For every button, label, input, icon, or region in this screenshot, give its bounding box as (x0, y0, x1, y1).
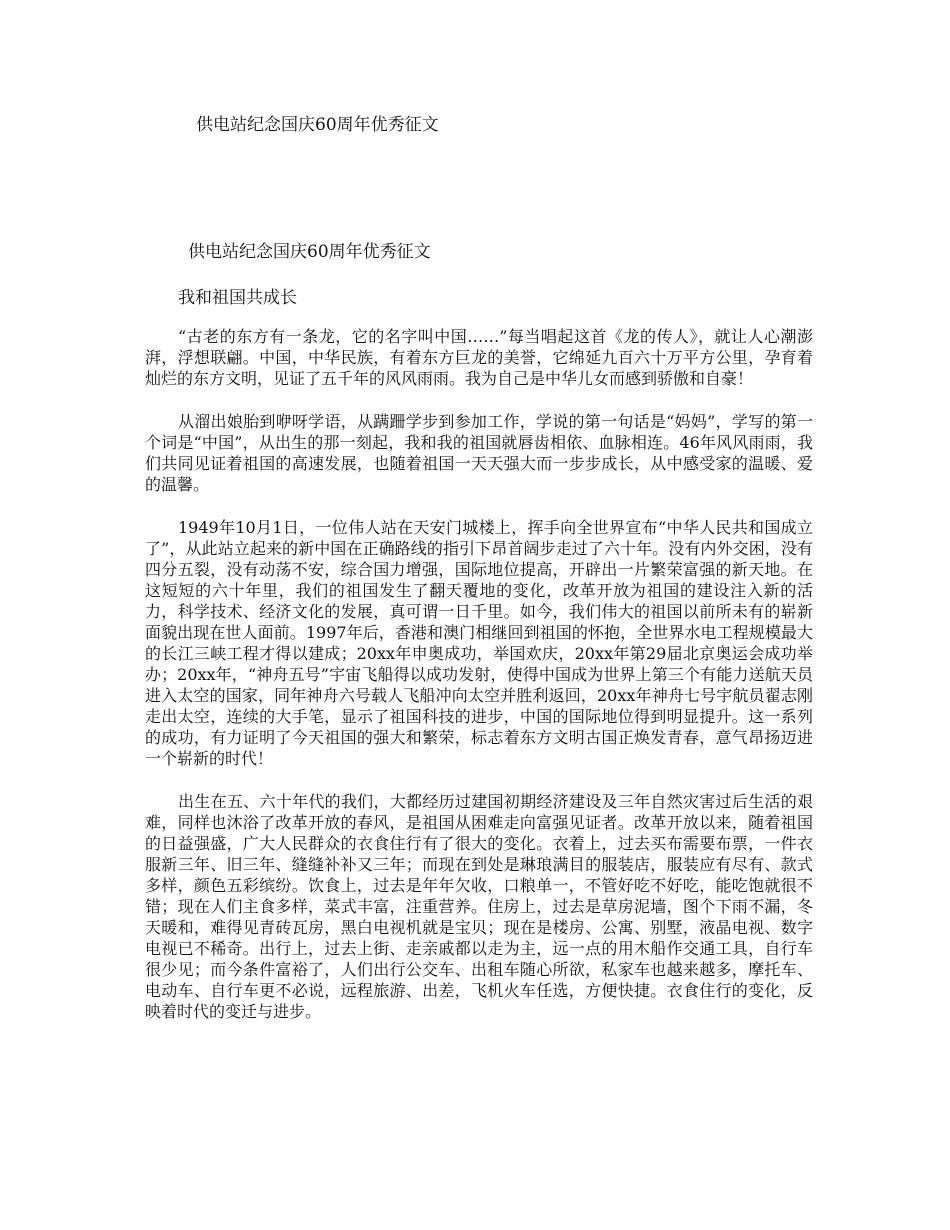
essay-body (145, 326, 813, 1044)
essay-subtitle: 我和祖国共成长 (178, 288, 297, 308)
header-title: 供电站纪念国庆60周年优秀征文 (196, 115, 439, 135)
page-title: 供电站纪念国庆60周年优秀征文 (188, 242, 431, 262)
paragraph-4: 出生在五、六十年代的我们，大都经历过建国初期经济建设及三年自然灾害过后生活的艰难，同样也沐浴了改革开放的春风，是祖国从困难走向富强见证者。改革开放以来，随着祖国的日益强盛，广大人民群众的衣食住行有了很大的变化。衣着上，过去买布需要布票，一件衣服新三年、旧三年、缝缝补补又三年；而现在到处是琳琅满目的服装店，服装应有尽有、款式多样，颜色五彩缤纷。饮食上，过去是年年欠收，口粮单一，不管好吃不好吃，能吃饱就很不错；现在人们主食多样，菜式丰富，注重营养。住房上，过去是草房泥墙，图个下雨不漏，冬天暖和，难得见青砖瓦房，黑白电视机就是宝贝；现在是楼房、公寓、别墅，液晶电视、数字电视已不稀奇。出行上，过去上街、走亲戚都以走为主，远一点的用木船作交通工具，自行车很少见；而今条件富裕了，人们出行公交车、出租车随心所欲，私家车也越来越多，摩托车、电动车、自行车更不必说，远程旅游、出差，飞机火车任选，方便快捷。衣食住行的变化，反映着时代的变迁与进步。 (145, 792, 813, 1021)
paragraph-2: 从溜出娘胎到咿呀学语，从蹒跚学步到参加工作，学说的第一句话是“妈妈”，学写的第一个词是“中国”，从出生的那一刻起，我和我的祖国就唇齿相依、血脉相连。46年风风雨雨，我们共同见证着祖国的高速发展，也随着祖国一天天强大而一步步成长，从中感受家的温暖、爱的温馨。 (145, 412, 813, 494)
paragraph-3: 1949年10月1日，一位伟人站在天安门城楼上，挥手向全世界宣布“中华人民共和国成立了”，从此站立起来的新中国在正确路线的指引下昂首阔步走过了六十年。没有内外交困，没有四分五裂，没有动荡不安，综合国力增强，国际地位提高，开辟出一片繁荣富强的新天地。在这短短的六十年里，我们的祖国发生了翻天覆地的变化，改革开放为祖国的建设注入新的活力，科学技术、经济文化的发展，真可谓一日千里。如今，我们伟大的祖国以前所未有的崭新面貌出现在世人面前。1997年后，香港和澳门相继回到祖国的怀抱，全世界水电工程规模最大的长江三峡工程才得以建成；20xx年申奥成功，举国欢庆，20xx年第29届北京奥运会成功举办；20xx年，“神舟五号”宇宙飞船得以成功发射，使得中国成为世界上第三个有能力送航天员进入太空的国家，同年神舟六号载人飞船冲向太空并胜利返回，20xx年神舟七号宇航员翟志刚走出太空，连续的大手笔，显示了祖国科技的进步，中国的国际地位得到明显提升。这一系列的成功，有力证明了今天祖国的强大和繁荣，标志着东方文明古国正焕发青春，意气昂扬迈进一个崭新的时代！ (145, 518, 813, 768)
paragraph-1: “古老的东方有一条龙，它的名字叫中国……”每当唱起这首《龙的传人》，就让人心潮澎湃，浮想联翩。中国，中华民族，有着东方巨龙的美誉，它绵延九百六十万平方公里，孕育着灿烂的东方文明，见证了五千年的风风雨雨。我为自己是中华儿女而感到骄傲和自豪！ (145, 327, 813, 388)
